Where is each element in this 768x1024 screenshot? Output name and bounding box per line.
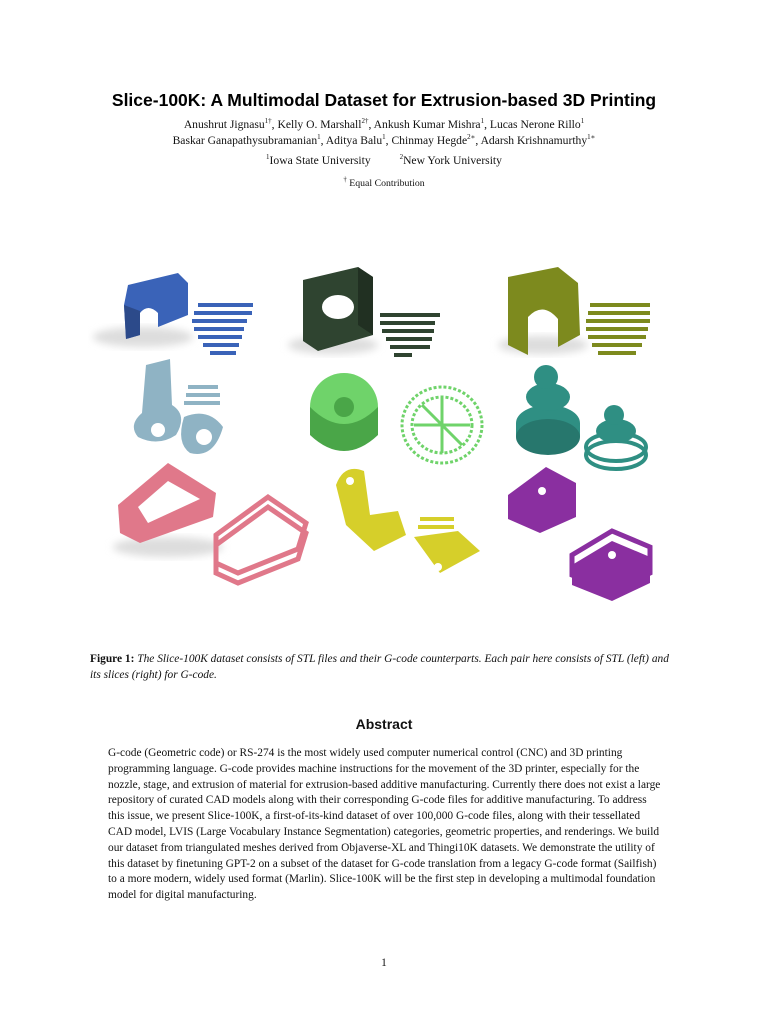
author: Ankush Kumar Mishra$^1$,: [373, 117, 490, 131]
stl-model-green-gear: [310, 373, 378, 451]
gcode-slices-purple: [572, 531, 650, 601]
affiliation: $^2$New York University: [399, 153, 502, 167]
author: Kelly O. Marshall$^{2\dagger}$,: [277, 117, 374, 131]
figure-caption-text: The Slice-100K dataset consists of STL files and their G-code counterparts. Each pair here consists of STL (left) and its slices (right) for G-code.: [90, 653, 669, 681]
figure-1-image: [88, 255, 680, 630]
stl-model-pink: [113, 463, 223, 557]
author-line-1: [0, 117, 768, 133]
gcode-slices-green-gear: [402, 387, 482, 463]
gcode-slices-blue: [192, 303, 253, 355]
paper-title: Slice-100K: A Multimodal Dataset for Extrusion-based 3D Printing: [111, 90, 657, 110]
stl-model-olive: [498, 267, 588, 355]
stl-model-purple: [508, 467, 576, 533]
author: Aditya Balu$^1$,: [325, 133, 392, 147]
author: Lucas Nerone Rillo$^1$: [489, 117, 585, 131]
author-list: [0, 117, 768, 149]
figure-label: Figure 1:: [90, 653, 135, 665]
author: Baskar Ganapathysubramanian$^1$,: [172, 133, 326, 147]
stl-model-yellow: [336, 469, 406, 551]
page-number: 1: [381, 957, 387, 969]
figure-caption: [90, 651, 680, 683]
equal-contribution-note: † Equal Contribution: [343, 175, 425, 189]
stl-model-light-blue: [134, 359, 181, 442]
abstract-body: G-code (Geometric code) or RS-274 is the most widely used computer numerical control (CNC) and 3D printing programming language. G-code provides machine instructions for the movement of the 3D printer, especially for the nozzle, stage, and extrusion of material for extrusion-based additive manufacturing. Currently there does not exist a large repository of curated CAD models along with their corresponding G-code files for additive manufacturing. To address this issue, we present Slice-100K, a first-of-its-kind dataset of over 100,000 G-code files, along with their tessellated CAD model, LVIS (Large Vocabulary Instance Segmentation) categories, geometric properties, and renderings. We build our dataset from triangulated meshes derived from Objaverse-XL and Thingi10K datasets. We demonstrate the utility of this dataset by finetuning GPT-2 on a subset of the dataset for G-code translation from a legacy G-code format (Sailfish) to a more modern, widely used format (Marlin). Slice-100K will be the first step in developing a multimodal foundation model for digital manufacturing.: [108, 747, 661, 902]
gcode-slices-light-blue: [181, 385, 223, 454]
abstract-heading: Abstract: [355, 716, 413, 732]
gcode-slices-dark-green: [380, 313, 440, 357]
author: Chinmay Hegde$^{2∗}$,: [391, 133, 481, 147]
gcode-slices-pink: [216, 497, 306, 583]
affiliation: $^1$Iowa State University: [266, 153, 371, 167]
affiliations: [0, 154, 768, 167]
stl-model-dark-green: [288, 267, 378, 354]
gcode-slices-olive: [586, 303, 650, 355]
author: Anushrut Jignasu$^{1\dagger}$,: [183, 117, 278, 131]
gcode-slices-teal: [586, 405, 646, 469]
author-line-2: [0, 133, 768, 149]
author: Adarsh Krishnamurthy$^{1∗}$: [480, 133, 596, 147]
stl-model-blue: [93, 273, 193, 347]
gcode-slices-yellow: [414, 517, 480, 573]
stl-model-teal: [516, 365, 580, 455]
